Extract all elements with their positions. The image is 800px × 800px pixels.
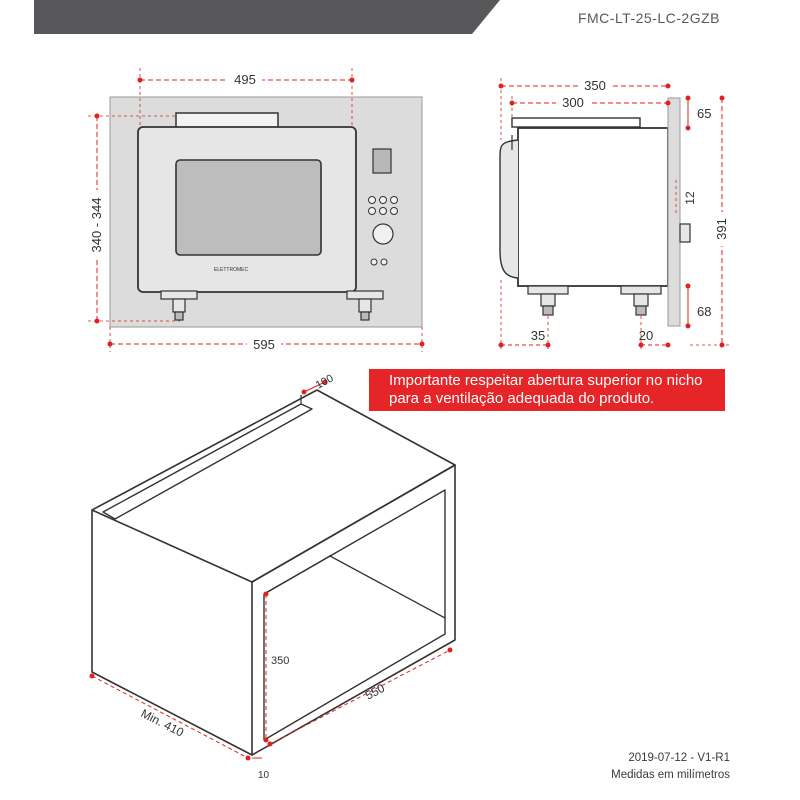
dim-width-top: 495	[234, 72, 256, 87]
side-top-flange	[512, 118, 640, 127]
side-foot-back	[621, 286, 661, 315]
side-back-tab	[680, 224, 690, 242]
dim-vent-gap: 12	[683, 191, 697, 205]
dim-depth-body: 300	[562, 95, 584, 110]
niche-front-face	[252, 465, 455, 755]
niche-opening	[264, 490, 445, 740]
front-view	[86, 68, 422, 353]
brand-label: ELETTROMEC	[213, 267, 249, 273]
dim-niche-depth: 550	[362, 680, 388, 703]
side-foot-front	[528, 286, 568, 315]
dim-foot-back: 20	[638, 328, 654, 343]
side-wall-panel	[668, 98, 680, 326]
dim-depth-total: 350	[584, 78, 606, 93]
side-door-bulge	[500, 140, 518, 278]
dim-top-offset: 65	[697, 106, 712, 121]
dim-niche-width: Min. 410	[138, 706, 187, 740]
niche-view	[92, 382, 455, 758]
top-vent-bar	[176, 113, 278, 128]
side-view	[500, 76, 732, 350]
dim-niche-bottom-gap: 10	[258, 770, 270, 781]
footer-units: Medidas em milímetros	[611, 769, 730, 781]
control-knob	[373, 224, 393, 244]
dim-width-bottom: 595	[253, 337, 275, 352]
door-window	[176, 160, 321, 255]
ventilation-notice: Importante respeitar abertura superior no nicho para a ventilação adequada do produto.	[369, 369, 725, 411]
display-panel	[373, 149, 391, 173]
dim-foot-front: 35	[530, 328, 546, 343]
dim-niche-height: 350	[271, 655, 290, 667]
footer-version: 2019-07-12 - V1-R1	[628, 752, 730, 764]
dim-niche-top-vent: 100	[313, 372, 336, 392]
dim-foot-height: 68	[697, 304, 712, 319]
side-body	[518, 128, 668, 286]
footer	[611, 750, 730, 784]
model-code: FMC-LT-25-LC-2GZB	[577, 10, 720, 26]
dim-height-side: 340 - 344	[89, 197, 104, 253]
dim-height-total: 391	[714, 218, 729, 240]
niche-vent-slot	[103, 404, 312, 519]
niche-interior	[264, 555, 445, 618]
